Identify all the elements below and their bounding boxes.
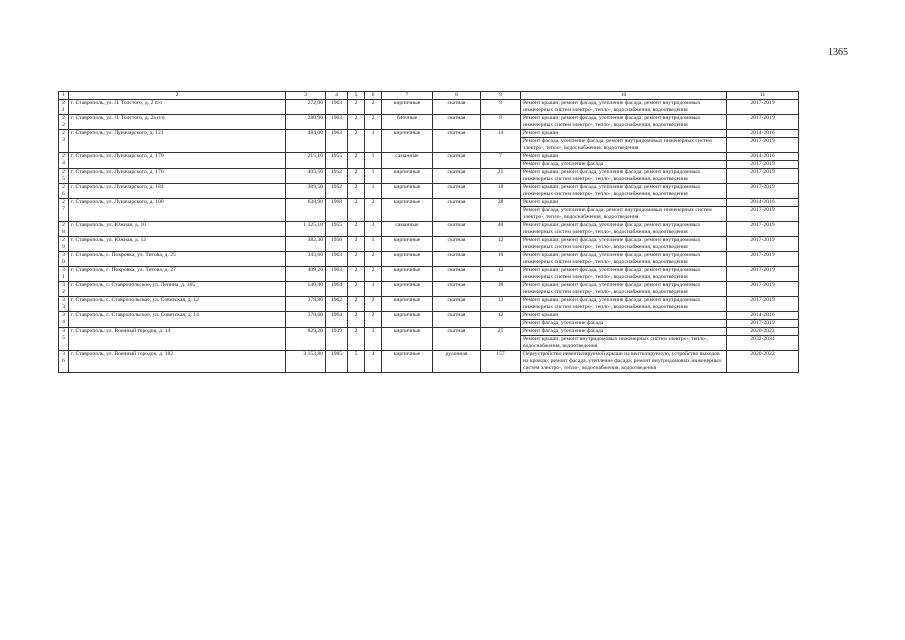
floors-cell: 2: [348, 328, 365, 351]
floors-cell: 2: [348, 222, 365, 237]
area-cell: 378,80: [286, 297, 326, 312]
address-cell: г. Ставрополь, ул. Л. Толстого, д. 2а п/о: [69, 115, 286, 130]
floors-cell: 2: [348, 184, 365, 199]
area-cell: 343,60: [286, 252, 326, 267]
wall-material-cell: кирпичные: [382, 237, 433, 252]
wall-material-cell: кирпичные: [382, 252, 433, 267]
table-row: [59, 169, 799, 184]
table-row: [59, 100, 799, 115]
address-cell: г. Ставрополь, с. Ставропольское, ул. Советская, д. 12: [69, 297, 286, 312]
row-number: 36: [59, 351, 69, 373]
period-cell: 2017-2019: [727, 100, 799, 115]
roof-type-cell: скатная: [433, 237, 481, 252]
works-cell: Ремонт крыши; ремонт фасада, утепление фасада; ремонт внутридомовых инженерных систем электро-, тепло-, водоснабжения, водоотведения: [521, 222, 727, 237]
row-number: 33: [59, 297, 69, 312]
area-cell: 389,50: [286, 184, 326, 199]
row-number: 26: [59, 184, 69, 199]
period-cell: 2020-2022: [727, 351, 799, 373]
period-cell: 2014-2016: [727, 312, 799, 320]
floors-cell: 2: [348, 130, 365, 153]
apartments-cell: 40: [481, 222, 521, 237]
column-number-3: 3: [286, 92, 326, 100]
entrances-cell: 2: [365, 252, 382, 267]
row-number: 34: [59, 312, 69, 328]
period-cell: 2014-2016: [727, 130, 799, 138]
roof-type-cell: рулонная: [433, 351, 481, 373]
floors-cell: 2: [348, 169, 365, 184]
roof-type-cell: скатная: [433, 252, 481, 267]
row-number: 31: [59, 267, 69, 282]
year-cell: 1956: [326, 237, 348, 252]
year-cell: 1939: [326, 328, 348, 351]
floors-cell: 2: [348, 237, 365, 252]
address-cell: г. Ставрополь, с. Ставропольское, ул. Ленина, д. 305: [69, 282, 286, 297]
address-cell: г. Ставрополь, ул. Южная, д. 12: [69, 237, 286, 252]
row-number: 27: [59, 199, 69, 222]
works-cell: Ремонт фасада, утепление фасада: [521, 161, 727, 169]
works-cell: Ремонт фасада, утепление фасада; ремонт внутридомовых инженерных систем электро-, тепло-, водоснабжения, водоотведения: [521, 138, 727, 153]
column-number-7: 7: [382, 92, 433, 100]
address-cell: г. Ставрополь, ул. Л. Толстого, д. 2 п/о: [69, 100, 286, 115]
floors-cell: 2: [348, 100, 365, 115]
entrances-cell: 1: [365, 169, 382, 184]
year-cell: 1962: [326, 297, 348, 312]
table-row: [59, 282, 799, 297]
row-number: 32: [59, 282, 69, 297]
apartments-cell: 28: [481, 199, 521, 222]
row-number: 25: [59, 169, 69, 184]
year-cell: 1964: [326, 282, 348, 297]
period-cell: 2020-2022: [727, 328, 799, 336]
address-cell: г. Ставрополь, ул. Военный городок, д. 182: [69, 351, 286, 373]
period-cell: 2017-2019: [727, 115, 799, 130]
works-cell: Ремонт крыши: [521, 312, 727, 320]
period-cell: 2014-2016: [727, 153, 799, 161]
period-cell: 2017-2019: [727, 184, 799, 199]
works-cell: Ремонт фасада, утепление фасада; ремонт внутридомовых инженерных систем электро-, тепло-, водоснабжения, водоотведения: [521, 207, 727, 222]
floors-cell: 2: [348, 312, 365, 328]
roof-type-cell: скатная: [433, 222, 481, 237]
period-cell: 2017-2019: [727, 282, 799, 297]
year-cell: 1963: [326, 130, 348, 153]
table-row: [59, 328, 799, 336]
row-number: 21: [59, 100, 69, 115]
column-number-6: 6: [365, 92, 382, 100]
works-cell: Ремонт крыши; ремонт фасада, утепление фасада; ремонт внутридомовых инженерных систем электро-, тепло-, водоснабжения, водоотведения: [521, 115, 727, 130]
area-cell: 1 325,10: [286, 222, 326, 237]
row-number: 29: [59, 237, 69, 252]
table-header: [59, 92, 799, 100]
year-cell: 1955: [326, 153, 348, 169]
column-number-4: 4: [326, 92, 348, 100]
works-cell: Ремонт крыши: [521, 199, 727, 207]
table-row: [59, 312, 799, 320]
table-row: [59, 199, 799, 207]
year-cell: 1963: [326, 100, 348, 115]
area-cell: 3 153,80: [286, 351, 326, 373]
apartments-cell: 10: [481, 252, 521, 267]
period-cell: 2017-2019: [727, 161, 799, 169]
column-number-1: 1: [59, 92, 69, 100]
wall-material-cell: саманные: [382, 153, 433, 169]
roof-type-cell: скатная: [433, 153, 481, 169]
works-cell: Ремонт крыши; ремонт фасада, утепление фасада; ремонт внутридомовых инженерных систем электро-, тепло-, водоснабжения, водоотведения: [521, 297, 727, 312]
area-cell: 272,00: [286, 100, 326, 115]
period-cell: 2017-2019: [727, 169, 799, 184]
year-cell: 1985: [326, 351, 348, 373]
entrances-cell: 3: [365, 282, 382, 297]
works-cell: Ремонт крыши: [521, 153, 727, 161]
column-number-8: 8: [433, 92, 481, 100]
entrances-cell: 3: [365, 130, 382, 153]
area-cell: 829,20: [286, 328, 326, 351]
wall-material-cell: кирпичные: [382, 328, 433, 351]
entrances-cell: 2: [365, 297, 382, 312]
period-cell: 2017-2019: [727, 222, 799, 237]
housing-registry-table: [58, 91, 799, 373]
year-cell: 1963: [326, 252, 348, 267]
column-number-9: 9: [481, 92, 521, 100]
roof-type-cell: скатная: [433, 267, 481, 282]
table-row: [59, 252, 799, 267]
column-number-5: 5: [348, 92, 365, 100]
area-cell: 638,90: [286, 199, 326, 222]
entrances-cell: 1: [365, 153, 382, 169]
roof-type-cell: скатная: [433, 328, 481, 351]
period-cell: 2017-2019: [727, 320, 799, 328]
works-cell: Ремонт крыши; ремонт фасада, утепление фасада; ремонт внутридомовых инженерных систем электро-, тепло-, водоснабжения, водоотведения: [521, 252, 727, 267]
roof-type-cell: скатная: [433, 312, 481, 328]
period-cell: 2017-2019: [727, 252, 799, 267]
row-number: 28: [59, 222, 69, 237]
wall-material-cell: кирпичные: [382, 267, 433, 282]
apartments-cell: 14: [481, 130, 521, 153]
wall-material-cell: блочные: [382, 115, 433, 130]
column-number-row: [59, 92, 799, 100]
roof-type-cell: скатная: [433, 184, 481, 199]
area-cell: 409,20: [286, 267, 326, 282]
period-cell: 2032-2034: [727, 336, 799, 351]
table-row: [59, 130, 799, 138]
apartments-cell: 157: [481, 351, 521, 373]
row-number: 24: [59, 153, 69, 169]
floors-cell: 2: [348, 199, 365, 222]
floors-cell: 2: [348, 252, 365, 267]
roof-type-cell: скатная: [433, 169, 481, 184]
address-cell: г. Ставрополь, с. Покровка, ул. Титова, д. 25: [69, 252, 286, 267]
apartments-cell: 12: [481, 237, 521, 252]
floors-cell: 2: [348, 282, 365, 297]
apartments-cell: 21: [481, 169, 521, 184]
works-cell: Ремонт крыши; ремонт фасада, утепление фасада; ремонт внутридомовых инженерных систем электро-, тепло-, водоснабжения, водоотведения: [521, 267, 727, 282]
entrances-cell: 4: [365, 351, 382, 373]
year-cell: 1963: [326, 267, 348, 282]
apartments-cell: 7: [481, 153, 521, 169]
entrances-cell: 3: [365, 222, 382, 237]
table-row: [59, 297, 799, 312]
entrances-cell: 1: [365, 184, 382, 199]
area-cell: 370,60: [286, 312, 326, 328]
works-cell: Ремонт крыши; ремонт внутридомовых инженерных систем электро-, тепло-, водоснабжения, водоотведения: [521, 336, 727, 351]
address-cell: г. Ставрополь, с. Ставропольское, ул. Советская, д. 14: [69, 312, 286, 328]
entrances-cell: 2: [365, 199, 382, 222]
works-cell: Ремонт крыши; ремонт фасада, утепление фасада; ремонт внутридомовых инженерных систем электро-, тепло-, водоснабжения, водоотведения: [521, 100, 727, 115]
column-number-2: 2: [69, 92, 286, 100]
apartments-cell: 12: [481, 312, 521, 328]
works-cell: Ремонт крыши; ремонт фасада, утепление фасада; ремонт внутридомовых инженерных систем электро-, тепло-, водоснабжения, водоотведения: [521, 282, 727, 297]
entrances-cell: 3: [365, 328, 382, 351]
entrances-cell: 1: [365, 237, 382, 252]
area-cell: 405,50: [286, 169, 326, 184]
works-cell: Ремонт фасада, утепление фасада: [521, 320, 727, 328]
address-cell: г. Ставрополь, ул. Южная, д. 10: [69, 222, 286, 237]
address-cell: г. Ставрополь, ул. Военный городок, д. 14: [69, 328, 286, 351]
apartments-cell: 12: [481, 267, 521, 282]
address-cell: г. Ставрополь, ул. Луначарского, д. 100: [69, 199, 286, 222]
apartments-cell: 25: [481, 328, 521, 351]
row-number: 30: [59, 252, 69, 267]
floors-cell: 5: [348, 351, 365, 373]
wall-material-cell: кирпичные: [382, 312, 433, 328]
year-cell: 1952: [326, 184, 348, 199]
address-cell: г. Ставрополь, ул. Луначарского, д. 170: [69, 153, 286, 169]
year-cell: 1963: [326, 115, 348, 130]
works-cell: Ремонт фасада, утепление фасада: [521, 328, 727, 336]
period-cell: 2017-2019: [727, 207, 799, 222]
apartments-cell: 13: [481, 297, 521, 312]
table-row: [59, 222, 799, 237]
floors-cell: 2: [348, 153, 365, 169]
period-cell: 2014-2016: [727, 199, 799, 207]
area-cell: 215,10: [286, 153, 326, 169]
roof-type-cell: скатная: [433, 115, 481, 130]
apartments-cell: 18: [481, 184, 521, 199]
wall-material-cell: саманные: [382, 222, 433, 237]
entrances-cell: 2: [365, 100, 382, 115]
roof-type-cell: скатная: [433, 100, 481, 115]
entrances-cell: 2: [365, 312, 382, 328]
year-cell: 1955: [326, 222, 348, 237]
address-cell: г. Ставрополь, ул. Луначарского, д. 184: [69, 184, 286, 199]
area-cell: 382,30: [286, 237, 326, 252]
apartments-cell: 18: [481, 282, 521, 297]
floors-cell: 2: [348, 297, 365, 312]
table-row: [59, 267, 799, 282]
table-row: [59, 237, 799, 252]
wall-material-cell: кирпичные: [382, 130, 433, 153]
address-cell: г. Ставрополь, ул. Луначарского, д. 176: [69, 169, 286, 184]
floors-cell: 2: [348, 267, 365, 282]
works-cell: Ремонт крыши; ремонт фасада, утепление фасада; ремонт внутридомовых инженерных систем электро-, тепло-, водоснабжения, водоотведения: [521, 237, 727, 252]
year-cell: 1964: [326, 312, 348, 328]
year-cell: 1968: [326, 199, 348, 222]
area-cell: 540,40: [286, 282, 326, 297]
wall-material-cell: кирпичные: [382, 351, 433, 373]
floors-cell: 2: [348, 115, 365, 130]
table-body: [59, 100, 799, 373]
row-number: 35: [59, 328, 69, 351]
table-row: [59, 115, 799, 130]
works-cell: Ремонт крыши: [521, 130, 727, 138]
table-row: [59, 184, 799, 199]
table-row: [59, 351, 799, 373]
area-cell: 484,00: [286, 130, 326, 153]
roof-type-cell: скатная: [433, 282, 481, 297]
period-cell: 2017-2019: [727, 237, 799, 252]
row-number: 23: [59, 130, 69, 153]
roof-type-cell: скатная: [433, 199, 481, 222]
period-cell: 2017-2019: [727, 297, 799, 312]
roof-type-cell: скатная: [433, 130, 481, 153]
period-cell: 2017-2019: [727, 138, 799, 153]
wall-material-cell: кирпичные: [382, 184, 433, 199]
works-cell: Переустройство невентилируемой крыши на вентилируемую, устройство выходов на кровлю; ремонт фасада, утепление фасада; ремонт внутридомовых инженерных систем электро-, тепло-, водоснабжения, водоотведения: [521, 351, 727, 373]
wall-material-cell: кирпичные: [382, 100, 433, 115]
column-number-11: 11: [727, 92, 799, 100]
works-cell: Ремонт крыши; ремонт фасада, утепление фасада; ремонт внутридомовых инженерных систем электро-, тепло-, водоснабжения, водоотведения: [521, 184, 727, 199]
year-cell: 1952: [326, 169, 348, 184]
works-cell: Ремонт крыши; ремонт фасада, утепление фасада; ремонт внутридомовых инженерных систем электро-, тепло-, водоснабжения, водоотведения: [521, 169, 727, 184]
address-cell: г. Ставрополь, ул. Луначарского, д. 121: [69, 130, 286, 153]
row-number: 22: [59, 115, 69, 130]
apartments-cell: 9: [481, 100, 521, 115]
period-cell: 2017-2019: [727, 267, 799, 282]
entrances-cell: 2: [365, 267, 382, 282]
entrances-cell: 2: [365, 115, 382, 130]
page-number: 1365: [828, 47, 848, 58]
apartments-cell: 8: [481, 115, 521, 130]
wall-material-cell: кирпичные: [382, 297, 433, 312]
address-cell: г. Ставрополь, с. Покровка, ул. Титова, д. 27: [69, 267, 286, 282]
area-cell: 280,90: [286, 115, 326, 130]
table-row: [59, 153, 799, 161]
column-number-10: 10: [521, 92, 727, 100]
wall-material-cell: кирпичные: [382, 199, 433, 222]
wall-material-cell: кирпичные: [382, 169, 433, 184]
roof-type-cell: скатная: [433, 297, 481, 312]
wall-material-cell: кирпичные: [382, 282, 433, 297]
